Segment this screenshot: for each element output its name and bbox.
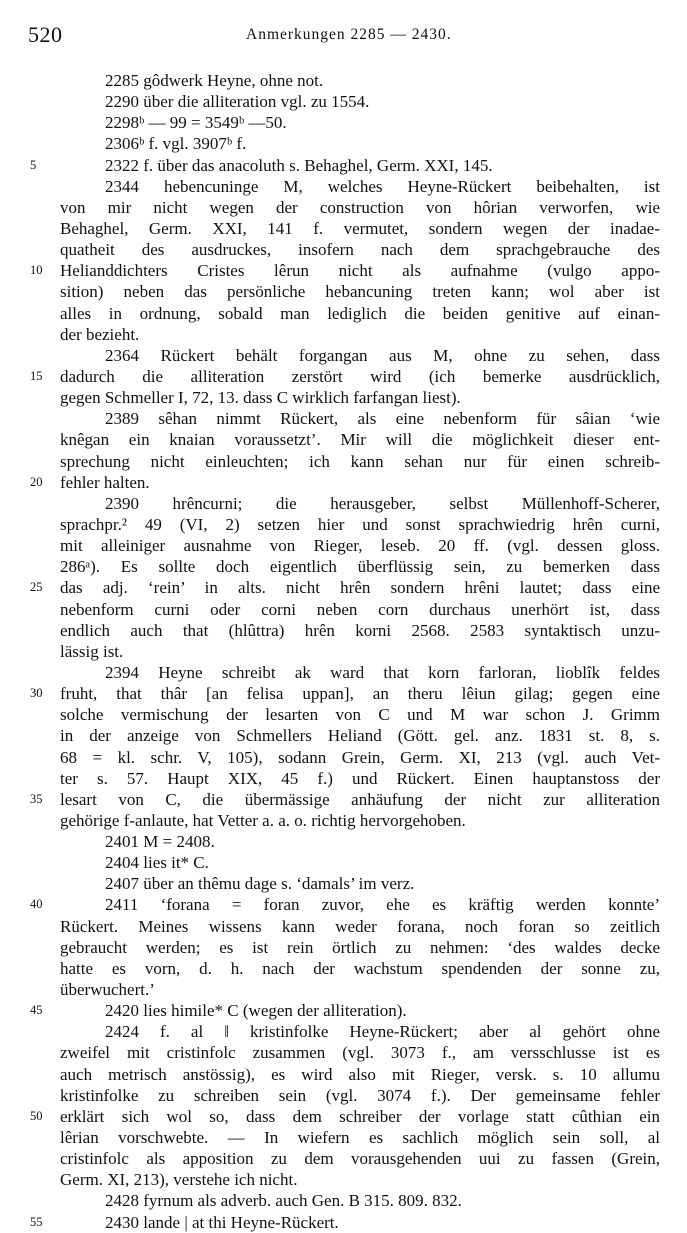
line-text: auch metrisch anstössig), es wird also mit Rieger, versk. s. 10 allumu bbox=[60, 1064, 660, 1084]
text-line bbox=[60, 556, 660, 577]
line-text: cristinfolc als apposition zu dem vorausgehenden uui zu fassen (Grein, bbox=[60, 1149, 660, 1169]
line-text: mit alleiniger ausnahme von Rieger, leseb. 20 ff. (vgl. dessen gloss. bbox=[60, 536, 660, 556]
text-line bbox=[60, 1064, 660, 1085]
text-line bbox=[60, 810, 660, 831]
line-text: Rückert. Meines wissens kann weder forana, noch foran so zeitlich bbox=[60, 916, 660, 936]
text-line bbox=[60, 958, 660, 979]
line-text: 2411 ‘forana = foran zuvor, ehe es kräftig werden konnte’ bbox=[105, 895, 660, 915]
text-line bbox=[30, 366, 660, 387]
text-line bbox=[60, 916, 660, 937]
text-line bbox=[60, 387, 660, 408]
line-text: sition) neben das persönliche hebancuning treten kann; wol aber ist bbox=[60, 282, 660, 302]
text-line bbox=[60, 493, 660, 514]
text-line bbox=[60, 662, 660, 683]
text-line bbox=[60, 1021, 660, 1042]
text-line bbox=[30, 577, 660, 598]
text-line bbox=[30, 1212, 660, 1233]
line-text: in der anzeige von Schmellers Heliand (Gött. gel. anz. 1831 st. 8, s. bbox=[60, 726, 660, 746]
text-line bbox=[30, 472, 660, 493]
text-line bbox=[60, 1148, 660, 1169]
text-line bbox=[60, 725, 660, 746]
line-text: Behaghel, Germ. XXI, 141 f. vermutet, sondern wegen der inadae- bbox=[60, 218, 660, 238]
line-text: 286ᵃ). Es sollte doch eigentlich überflüssig sein, zu bemerken dass bbox=[60, 557, 660, 577]
line-text: zweifel mit cristinfolc zusammen (vgl. 3073 f., am versschlusse ist es bbox=[60, 1043, 660, 1063]
text-line bbox=[60, 408, 660, 429]
line-text: 2298ᵇ — 99 = 3549ᵇ —50. bbox=[105, 113, 287, 133]
text-line bbox=[30, 683, 660, 704]
text-line bbox=[60, 535, 660, 556]
line-text: erklärt sich wol so, dass dem schreiber der vorlage statt cûthian ein bbox=[60, 1106, 660, 1126]
line-number: 40 bbox=[30, 897, 43, 912]
text-line bbox=[30, 260, 660, 281]
text-line bbox=[60, 91, 660, 112]
line-text: 2344 hebencuninge M, welches Heyne-Rückert beibehalten, ist bbox=[105, 176, 660, 196]
line-text: fehler halten. bbox=[60, 472, 150, 492]
text-line bbox=[30, 155, 660, 176]
line-text: 2401 M = 2408. bbox=[105, 832, 215, 852]
text-line bbox=[60, 514, 660, 535]
line-text: 2390 hrêncurni; die herausgeber, selbst Müllenhoff-Scherer, bbox=[105, 493, 660, 513]
line-text: gebraucht werden; es ist rein örtlich zu nehmen: ‘des waldes decke bbox=[60, 937, 660, 957]
text-line bbox=[60, 873, 660, 894]
line-text: hatte es vorn, d. h. nach der wachstum spendenden der sonne zu, bbox=[60, 958, 660, 978]
line-text: überwuchert.’ bbox=[60, 980, 155, 1000]
text-line bbox=[60, 345, 660, 366]
text-line bbox=[60, 239, 660, 260]
line-text: 2424 f. al ‖ kristinfolke Heyne-Rückert; aber al gehört ohne bbox=[105, 1022, 660, 1042]
running-head: Anmerkungen 2285 — 2430. bbox=[246, 26, 452, 43]
line-text: gegen Schmeller I, 72, 13. dass C wirklich farfangan liest). bbox=[60, 388, 461, 408]
text-line bbox=[30, 894, 660, 915]
text-line bbox=[60, 1169, 660, 1190]
page-number: 520 bbox=[28, 22, 63, 47]
text-line bbox=[60, 704, 660, 725]
text-line bbox=[60, 979, 660, 1000]
line-number: 30 bbox=[30, 686, 43, 701]
line-text: 2285 gôdwerk Heyne, ohne not. bbox=[105, 71, 324, 90]
line-text: knêgan ein knaian voraussetzt’. Mir will die möglichkeit dieser ent- bbox=[60, 430, 660, 450]
text-line bbox=[60, 937, 660, 958]
text-line bbox=[60, 768, 660, 789]
line-number: 5 bbox=[30, 157, 37, 172]
line-text: lêrian vorschwebte. — In wiefern es sachlich möglich sein soll, al bbox=[60, 1128, 660, 1148]
line-number: 55 bbox=[30, 1214, 43, 1229]
text-line bbox=[30, 1000, 660, 1021]
line-number: 20 bbox=[30, 474, 43, 489]
line-number: 45 bbox=[30, 1003, 43, 1018]
line-text: kristinfolke zu schreiben sein (vgl. 3074 f.). Der gemeinsame fehler bbox=[60, 1085, 660, 1105]
line-text: lässig ist. bbox=[60, 641, 124, 661]
line-text: 2420 lies himile* C (wegen der alliteration). bbox=[105, 1001, 407, 1021]
text-line bbox=[60, 112, 660, 133]
text-line bbox=[60, 70, 660, 91]
text-line bbox=[60, 176, 660, 197]
line-text: dadurch die alliteration zerstört wird (ich bemerke ausdrücklich, bbox=[60, 366, 660, 386]
line-text: lesart von C, die übermässige anhäufung der nicht zur alliteration bbox=[60, 789, 660, 809]
line-text: 2389 sêhan nimmt Rückert, als eine nebenform für sâian ‘wie bbox=[105, 409, 660, 429]
line-text: 2364 Rückert behält forgangan aus M, ohne zu sehen, dass bbox=[105, 345, 660, 365]
line-number: 10 bbox=[30, 263, 43, 278]
text-line bbox=[60, 599, 660, 620]
line-text: solche vermischung der lesarten von C und M war schon J. Grimm bbox=[60, 705, 660, 725]
text-line bbox=[60, 1085, 660, 1106]
line-number: 15 bbox=[30, 368, 43, 383]
text-line bbox=[60, 852, 660, 873]
text-line bbox=[60, 451, 660, 472]
text-line bbox=[60, 218, 660, 239]
text-line bbox=[60, 303, 660, 324]
text-line bbox=[60, 747, 660, 768]
line-text: 68 = kl. schr. V, 105), sodann Grein, Germ. XI, 213 (vgl. auch Vet- bbox=[60, 747, 660, 767]
text-line bbox=[60, 197, 660, 218]
line-text: der bezieht. bbox=[60, 324, 140, 344]
line-number: 35 bbox=[30, 791, 43, 806]
text-line bbox=[30, 1106, 660, 1127]
line-text: Helianddichters Cristes lêrun nicht als aufnahme (vulgo appo- bbox=[60, 261, 660, 281]
line-text: 2394 Heyne schreibt ak ward that korn farloran, lioblîk feldes bbox=[105, 662, 660, 682]
line-text: endlich auch that (hlûttra) hrên korni 2568. 2583 syntaktisch unzu- bbox=[60, 620, 660, 640]
text-line bbox=[60, 1042, 660, 1063]
line-text: alles in ordnung, sobald man lediglich die beiden genitive auf einan- bbox=[60, 303, 660, 323]
line-number: 50 bbox=[30, 1108, 43, 1123]
line-text: 2428 fyrnum als adverb. auch Gen. B 315. 809. 832. bbox=[105, 1191, 462, 1211]
line-text: das adj. ‘rein’ in alts. nicht hrên sondern hrêni lautet; dass eine bbox=[60, 578, 660, 598]
text-line bbox=[60, 620, 660, 641]
line-text: 2290 über die alliteration vgl. zu 1554. bbox=[105, 92, 370, 112]
page-header bbox=[0, 22, 687, 48]
text-line bbox=[60, 831, 660, 852]
line-text: 2430 lande | at thi Heyne-Rückert. bbox=[105, 1212, 339, 1232]
text-line bbox=[60, 133, 660, 154]
line-text: 2306ᵇ f. vgl. 3907ᵇ f. bbox=[105, 134, 247, 154]
text-line bbox=[60, 429, 660, 450]
text-line bbox=[60, 324, 660, 345]
line-text: ter s. 57. Haupt XIX, 45 f.) und Rückert. Einen hauptanstoss der bbox=[60, 768, 660, 788]
line-text: 2407 über an thêmu dage s. ‘damals’ im verz. bbox=[105, 874, 415, 894]
text-line bbox=[60, 641, 660, 662]
annotation-text bbox=[30, 70, 660, 1233]
line-text: 2404 lies it* C. bbox=[105, 853, 209, 873]
line-text: 2322 f. über das anacoluth s. Behaghel, Germ. XXI, 145. bbox=[105, 155, 493, 175]
line-text: quatheit des ausdruckes, insofern nach dem sprachgebrauche des bbox=[60, 240, 660, 260]
text-line bbox=[60, 1190, 660, 1211]
text-line bbox=[60, 281, 660, 302]
line-number: 25 bbox=[30, 580, 43, 595]
line-text: sprechung nicht einleuchten; ich kann sehan nur für einen schreib- bbox=[60, 451, 660, 471]
text-line bbox=[60, 1127, 660, 1148]
line-text: Germ. XI, 213), verstehe ich nicht. bbox=[60, 1170, 298, 1190]
line-text: fruht, that thâr [an felisa uppan], an theru lêiun gilag; gegen eine bbox=[60, 684, 660, 704]
line-text: nebenform curni oder corni neben corn durchaus unerhört ist, dass bbox=[60, 599, 660, 619]
line-text: von mir nicht wegen der construction von hôrian verworfen, wie bbox=[60, 197, 660, 217]
line-text: gehörige f-anlaute, hat Vetter a. a. o. richtig hervorgehoben. bbox=[60, 810, 466, 830]
line-text: sprachpr.² 49 (VI, 2) setzen hier und sonst sprachwiedrig hrên curni, bbox=[60, 514, 660, 534]
text-line bbox=[30, 789, 660, 810]
